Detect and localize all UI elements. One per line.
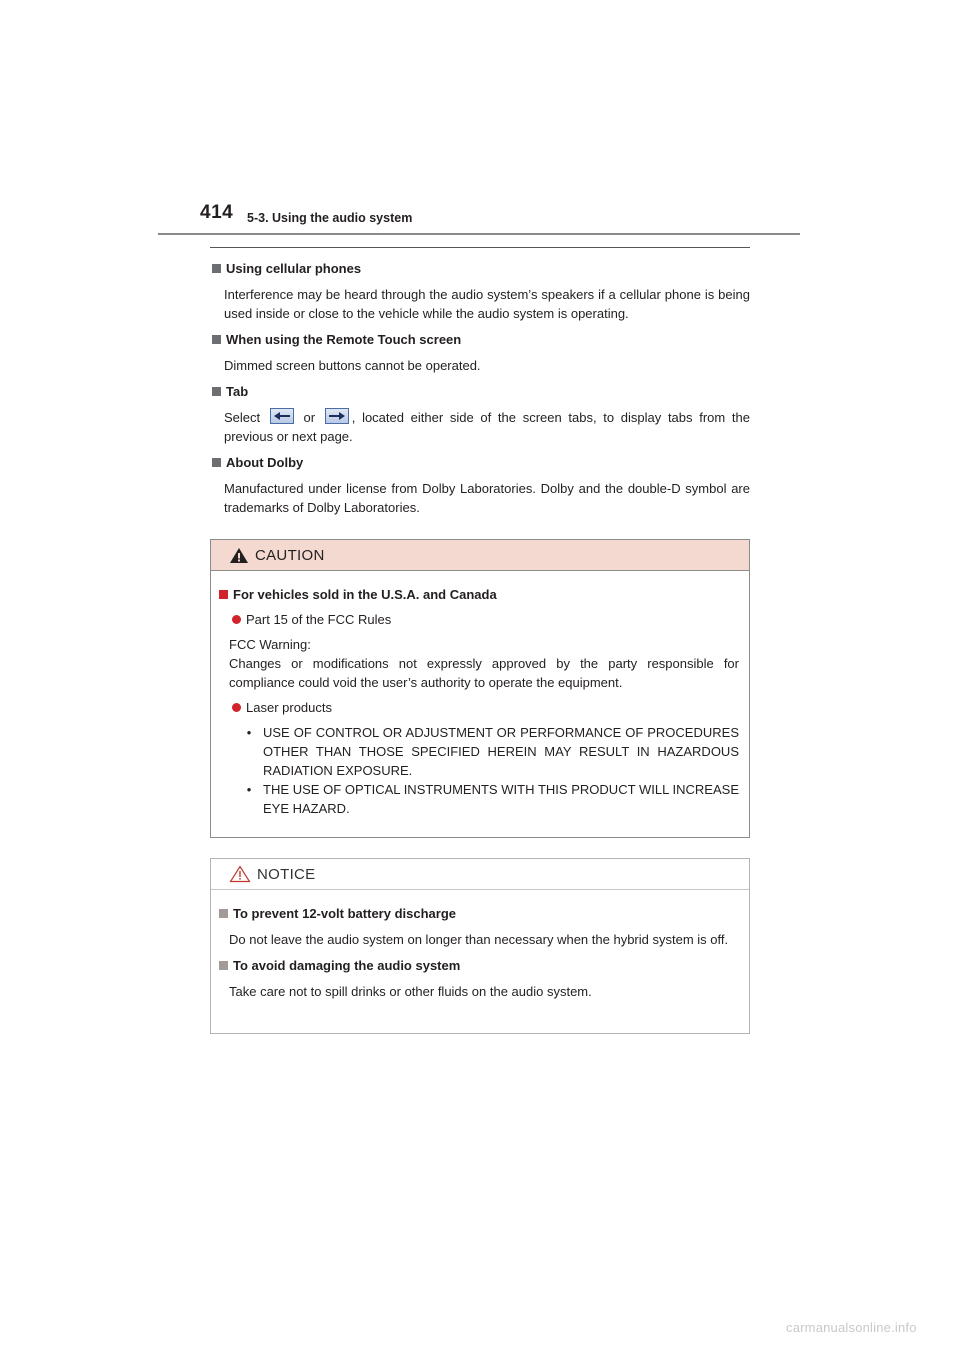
- notice-heading: To prevent 12-volt battery discharge: [233, 906, 456, 921]
- bullet-dot: •: [246, 782, 252, 797]
- body-text-after: , located either side of the screen tabs, to display tabs from the previous or next page.: [224, 410, 750, 444]
- previous-tab-icon: [270, 408, 294, 424]
- square-bullet-icon: [219, 590, 228, 599]
- item-heading: When using the Remote Touch screen: [226, 332, 462, 347]
- square-bullet-icon: [212, 458, 221, 467]
- page-number: 414: [200, 202, 234, 223]
- watermark: carmanualsonline.info: [786, 1320, 917, 1335]
- circle-bullet-icon: [232, 703, 241, 712]
- next-tab-icon: [325, 408, 349, 424]
- square-bullet-icon: [212, 335, 221, 344]
- warning-triangle-outline-icon: [229, 865, 251, 883]
- notice-body: [211, 890, 749, 1001]
- item-cellular-phones: [210, 259, 750, 323]
- laser-subheading: Laser products: [246, 700, 332, 715]
- notice-text: Take care not to spill drinks or other fluids on the audio system.: [229, 984, 592, 999]
- list-item: [235, 780, 739, 818]
- notice-title: NOTICE: [257, 865, 316, 883]
- notice-box: [210, 858, 750, 1034]
- fcc-subheading: Part 15 of the FCC Rules: [246, 612, 392, 627]
- notice-heading: To avoid damaging the audio system: [233, 958, 461, 973]
- square-bullet-icon: [212, 387, 221, 396]
- caution-title: CAUTION: [255, 546, 325, 564]
- item-heading: Using cellular phones: [226, 261, 362, 276]
- circle-bullet-icon: [232, 615, 241, 624]
- section-title: 5-3. Using the audio system: [247, 211, 413, 225]
- bullet-dot: •: [246, 725, 252, 740]
- item-heading: Tab: [226, 384, 249, 399]
- list-item: [235, 723, 739, 780]
- item-remote-touch: [210, 330, 750, 375]
- notice-text: Do not leave the audio system on longer than necessary when the hybrid system is off.: [229, 932, 729, 947]
- fcc-warning-text: Changes or modifications not expressly approved by the party responsible for compliance could void the user’s authority to operate the equipment.: [229, 656, 739, 690]
- header-rule: [158, 233, 800, 235]
- caution-header: [211, 540, 749, 571]
- notice-header: [211, 859, 749, 890]
- warning-triangle-icon: [229, 547, 249, 564]
- fcc-warning-label: FCC Warning:: [229, 637, 311, 652]
- item-dolby: [210, 453, 750, 517]
- square-bullet-icon: [219, 909, 228, 918]
- caution-box: [210, 539, 750, 838]
- item-body: Interference may be heard through the audio system’s speakers if a cellular phone is being used inside or close to the vehicle while the audio system is operating.: [224, 287, 750, 321]
- item-heading: About Dolby: [226, 455, 304, 470]
- body-text-select: Select: [224, 410, 261, 425]
- main-content: [210, 259, 750, 524]
- item-body: Dimmed screen buttons cannot be operated.: [224, 358, 481, 373]
- laser-bullet-list: [235, 723, 739, 818]
- body-text-or: or: [303, 410, 316, 425]
- caution-section-heading: For vehicles sold in the U.S.A. and Canada: [233, 587, 497, 602]
- bullet-text: USE OF CONTROL OR ADJUSTMENT OR PERFORMANCE OF PROCEDURES OTHER THAN THOSE SPECIFIED HEREIN MAY RESULT IN HAZARDOUS RADIATION EXPOSURE.: [263, 725, 739, 778]
- item-body: Manufactured under license from Dolby Laboratories. Dolby and the double-D symbol are trademarks of Dolby Laboratories.: [224, 481, 750, 515]
- content-rule: [210, 247, 750, 248]
- item-body: [224, 408, 750, 446]
- square-bullet-icon: [212, 264, 221, 273]
- caution-body: [211, 571, 749, 818]
- bullet-text: THE USE OF OPTICAL INSTRUMENTS WITH THIS PRODUCT WILL INCREASE EYE HAZARD.: [263, 782, 739, 816]
- square-bullet-icon: [219, 961, 228, 970]
- item-tab: [210, 382, 750, 446]
